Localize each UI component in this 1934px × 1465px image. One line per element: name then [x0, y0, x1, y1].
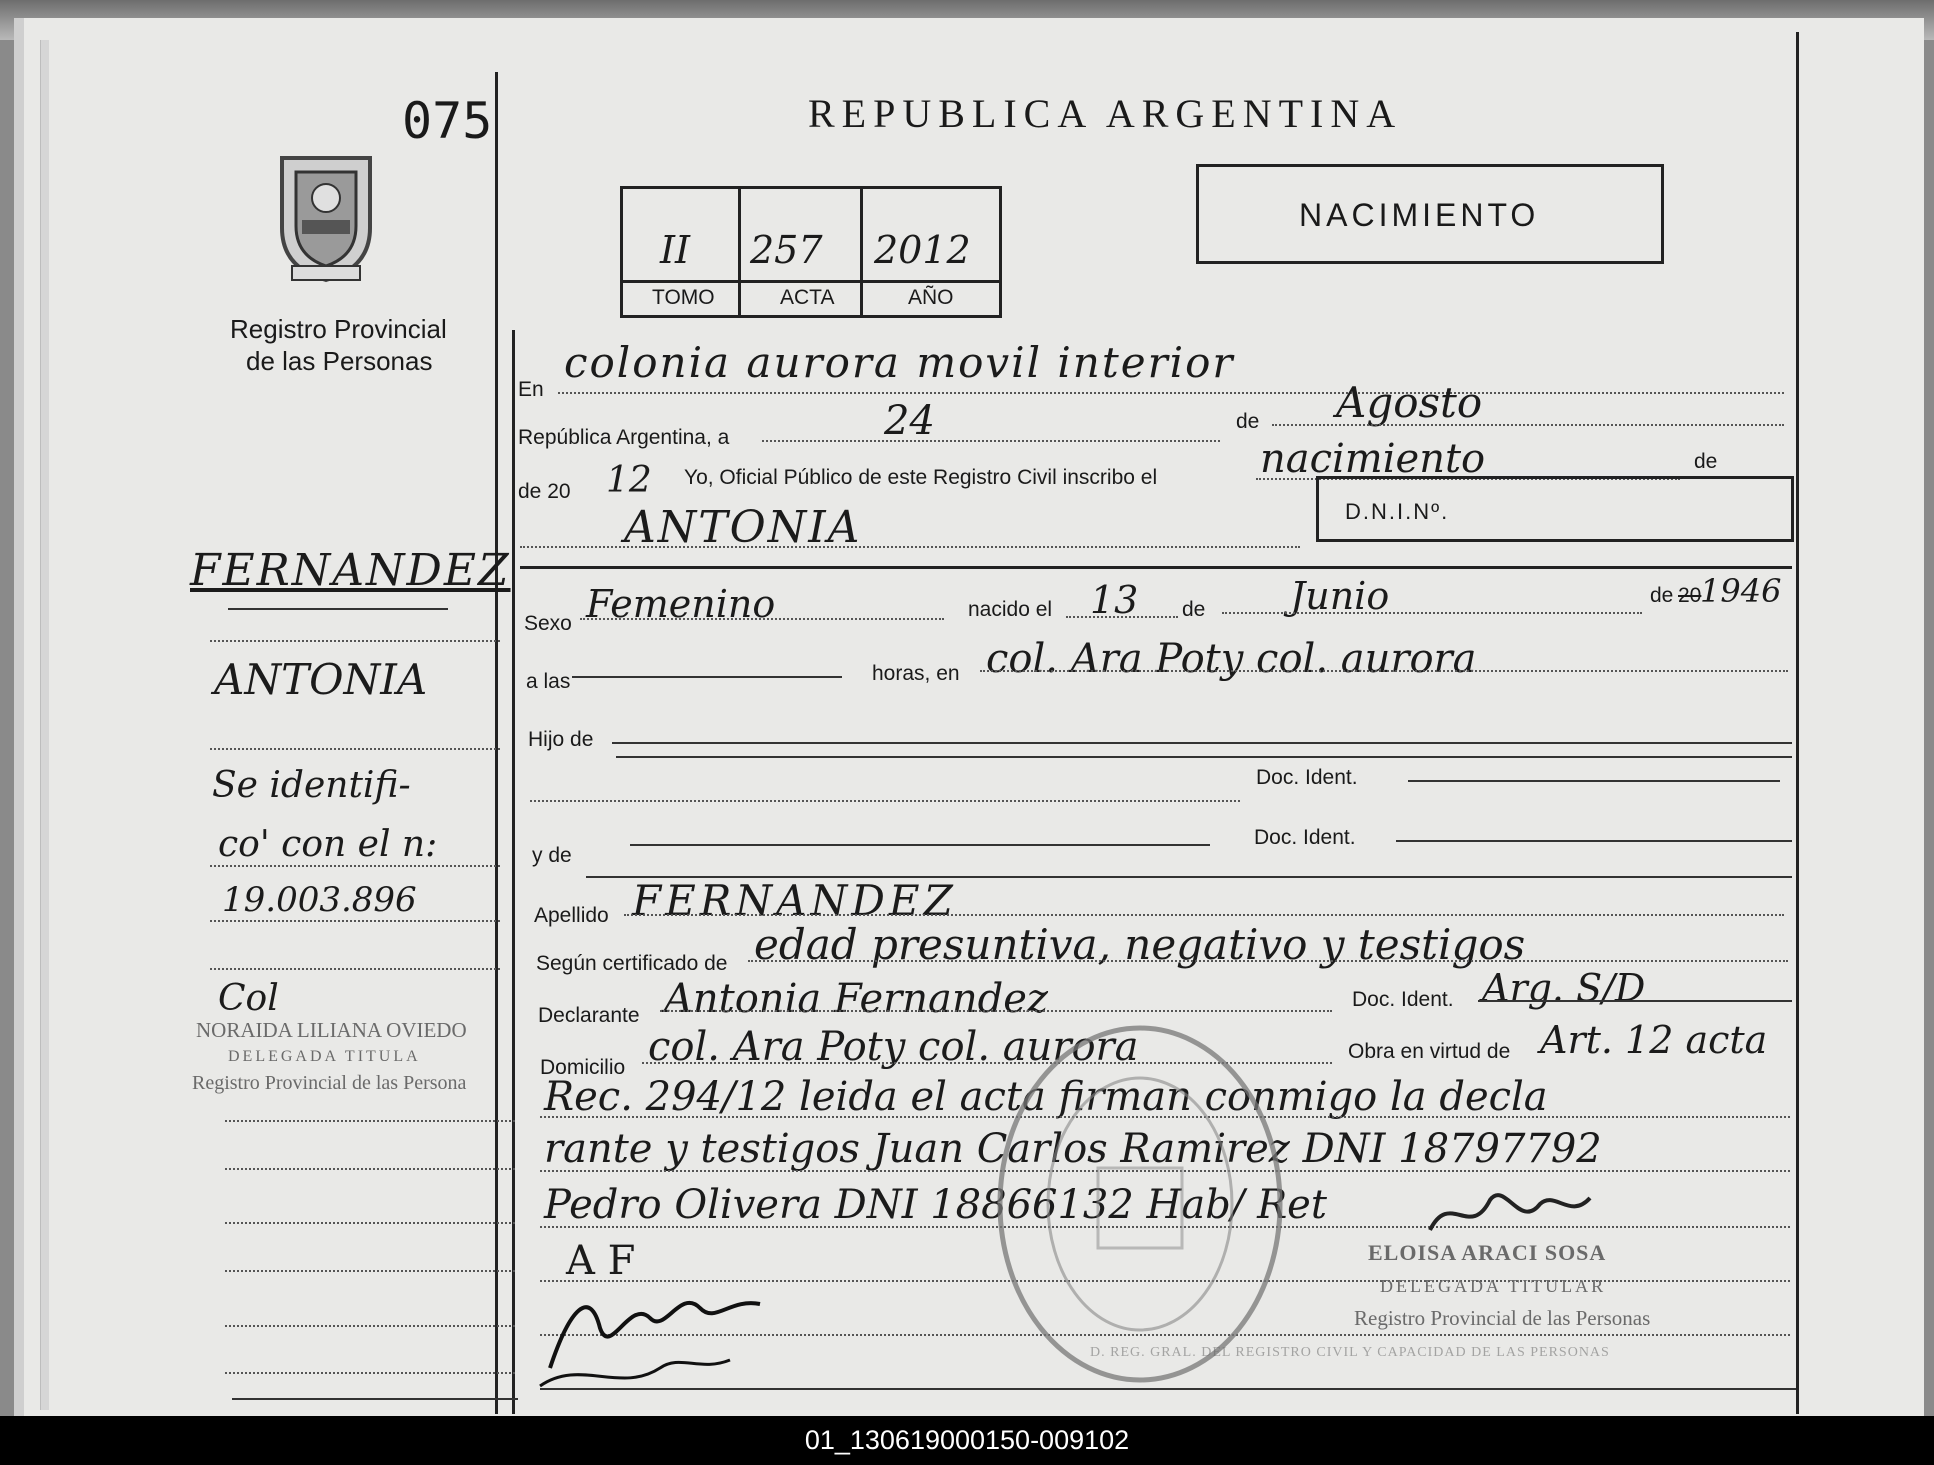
narrative-line-3: Pedro Olivera DNI 18866132 Hab/ Ret [544, 1182, 1327, 1228]
dni-label: D.N.I.Nº. [1345, 499, 1450, 524]
margin-line [225, 1168, 515, 1170]
registered-name: ANTONIA [624, 502, 862, 553]
margin-note-line4: Col [218, 978, 279, 1019]
anio-value: 2012 [874, 228, 971, 272]
margin-line [210, 968, 500, 970]
stamp-delegate-name: NORAIDA LILIANA OVIEDO [196, 1018, 467, 1042]
official-role: DELEGADA TITULAR [1380, 1276, 1607, 1296]
declarant-initials: A F [566, 1238, 636, 1284]
registry-name-line2: de las Personas [246, 346, 433, 376]
page-stack-edge [40, 40, 49, 1410]
margin-surname: FERNANDEZ [190, 545, 511, 596]
doc-ident-label-2: Doc. Ident. [1254, 826, 1356, 849]
tomo-label: TOMO [652, 286, 715, 309]
margin-note-line2: co' con el n: [218, 824, 438, 865]
en-value: colonia aurora movil interior [564, 338, 1235, 387]
margin-line [210, 640, 500, 642]
margin-given-name: ANTONIA [214, 655, 428, 704]
day-value: 24 [884, 398, 935, 444]
day-line [762, 440, 1220, 442]
scan-file-id: 01_130619000150-009102 [0, 1416, 1934, 1465]
record-table [620, 186, 1002, 318]
hijo-line [612, 742, 1792, 744]
right-border-rule [1796, 32, 1799, 1414]
declarante-value: Antonia Fernandez [664, 976, 1049, 1022]
narrative-line-1: Rec. 294/12 leida el acta firman conmigo la decla [544, 1074, 1548, 1120]
doc-ident-label-3: Doc. Ident. [1352, 988, 1454, 1011]
margin-note-line3: 19.003.896 [222, 880, 417, 920]
doc-ident-label-1: Doc. Ident. [1256, 766, 1358, 789]
inscribo-value: nacimiento [1260, 436, 1486, 482]
document-type-box [1196, 164, 1664, 264]
born-month-line [1222, 612, 1642, 614]
section-rule [520, 566, 1792, 569]
sexo-label: Sexo [524, 612, 572, 635]
tomo-value: II [660, 228, 691, 272]
seal-text: D. REG. GRAL. DEL REGISTRO CIVIL Y CAPACIDAD DE LAS PERSONAS [1090, 1345, 1610, 1360]
record-number: 075 [402, 92, 493, 150]
apellido-value: FERNANDEZ [632, 876, 957, 925]
margin-line [210, 865, 500, 867]
hijo-line-2 [616, 756, 1792, 758]
alas-label: a las [526, 670, 571, 693]
month-line [1272, 424, 1784, 426]
alas-line [572, 676, 842, 678]
margin-line [225, 1120, 515, 1122]
horas-label: horas, en [872, 662, 960, 685]
de-year-label: de [1650, 584, 1674, 607]
margin-line [210, 920, 500, 922]
birth-place: col. Ara Poty col. aurora [986, 636, 1477, 682]
margin-line-final [232, 1398, 518, 1400]
name-line [520, 546, 1300, 548]
declarante-doc: Arg. S/D [1482, 966, 1646, 1010]
anio-label: AÑO [908, 286, 954, 309]
de-label-3: de [1182, 598, 1206, 621]
official-signature-icon [1420, 1170, 1600, 1250]
obra-value: Art. 12 acta [1540, 1018, 1768, 1062]
de-label-2: de [1694, 450, 1718, 473]
doc-line-1 [530, 800, 1240, 802]
country-title: REPUBLICA ARGENTINA [808, 91, 1403, 136]
segun-value: edad presuntiva, negativo y testigos [754, 920, 1526, 969]
margin-line [225, 1222, 515, 1224]
born-year-struck: 20 [1678, 584, 1702, 607]
stamp-delegate-registry: Registro Provincial de las Persona [192, 1072, 467, 1094]
margin-underline [228, 608, 448, 610]
month-value: Agosto [1336, 378, 1483, 427]
born-month: Junio [1290, 574, 1390, 618]
left-column-rule [495, 72, 498, 1414]
signature-mark-icon [530, 1268, 770, 1398]
born-day: 13 [1090, 578, 1139, 622]
margin-line [225, 1372, 515, 1374]
yde-label: y de [532, 844, 572, 867]
domicilio-label: Domicilio [540, 1056, 626, 1079]
declarante-line [660, 1010, 1332, 1012]
margin-line [225, 1325, 515, 1327]
obra-label: Obra en virtud de [1348, 1040, 1511, 1063]
born-year: 1946 [1700, 572, 1782, 610]
registry-seal-icon [990, 1018, 1290, 1390]
de-label: de [1236, 410, 1260, 433]
form-column-rule [512, 330, 515, 1414]
yde-line [630, 844, 1210, 846]
declarante-doc-line [1478, 1000, 1792, 1002]
hijo-label: Hijo de [528, 728, 594, 751]
en-line [558, 392, 1784, 394]
doc-value-line-2 [1396, 840, 1792, 842]
doc-value-line-1 [1408, 780, 1780, 782]
year-prefix: de 20 [518, 480, 571, 503]
republica-label: República Argentina, a [518, 426, 730, 449]
official-registry: Registro Provincial de las Personas [1354, 1306, 1651, 1330]
province-coat-of-arms-icon [262, 148, 390, 286]
stamp-delegate-role: DELEGADA TITULA [228, 1048, 421, 1065]
declarante-label: Declarante [538, 1004, 640, 1027]
birth-place-line [980, 670, 1788, 672]
apellido-label: Apellido [534, 904, 609, 927]
en-label: En [518, 378, 544, 401]
margin-line [210, 748, 500, 750]
margin-note-line1: Se identifi- [212, 765, 411, 806]
domicilio-value: col. Ara Poty col. aurora [648, 1024, 1139, 1070]
dni-box [1316, 476, 1794, 542]
acta-value: 257 [750, 228, 823, 272]
document-type-label: NACIMIENTO [1299, 197, 1540, 233]
born-day-line [1066, 616, 1178, 618]
year-value: 12 [606, 460, 652, 501]
segun-line [748, 960, 1788, 962]
acta-label: ACTA [780, 286, 835, 309]
official-text: Yo, Oficial Público de este Registro Civil inscribo el [684, 466, 1158, 489]
nacido-label: nacido el [968, 598, 1053, 621]
apellido-line [624, 914, 1784, 916]
sexo-line [580, 618, 944, 620]
margin-line [225, 1270, 515, 1272]
official-name: ELOISA ARACI SOSA [1368, 1240, 1607, 1265]
narrative-line-2: rante y testigos Juan Carlos Ramirez DNI 18797792 [544, 1126, 1602, 1172]
sexo-value: Femenino [586, 582, 776, 626]
registry-name-line1: Registro Provincial [230, 314, 447, 344]
segun-label: Según certificado de [536, 952, 728, 975]
